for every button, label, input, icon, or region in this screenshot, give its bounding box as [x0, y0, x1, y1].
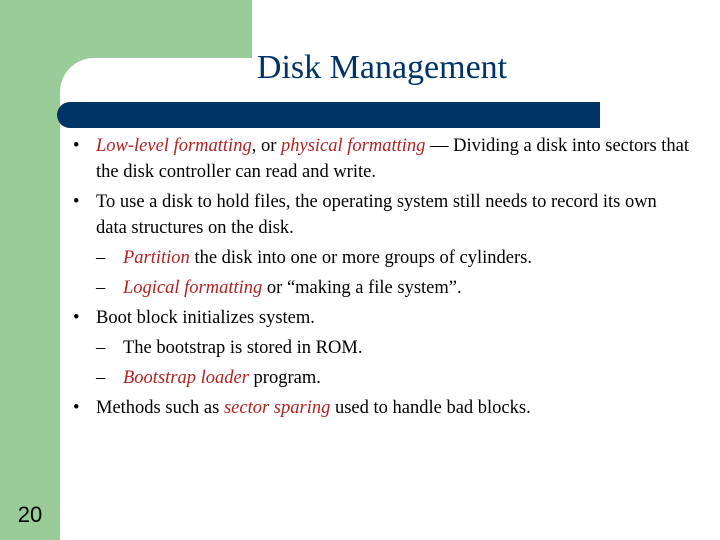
bullet-text: Boot block initializes system. — [96, 308, 315, 328]
sub-bullet-marker: – — [96, 338, 106, 358]
bullet-text: — Dividing a disk into sectors that the disk controller can read and write. — [96, 136, 690, 182]
term-logical-formatting: Logical formatting — [123, 278, 263, 298]
bullet-text: used to handle bad blocks. — [330, 398, 531, 418]
sub-bullet-text: the disk into one or more groups of cylinders. — [189, 248, 532, 268]
sub-bullet-bootstrap-loader — [70, 365, 690, 391]
sub-bullet-marker: – — [96, 368, 106, 388]
sub-bullet-marker: – — [96, 248, 106, 268]
page-number: 20 — [17, 502, 43, 527]
sub-bullet-bootstrap-rom — [70, 335, 690, 361]
sub-bullet-text: The bootstrap is stored in ROM. — [123, 338, 363, 358]
slide-content — [70, 133, 690, 425]
bullet-text: Methods such as — [96, 398, 224, 418]
sub-bullet-text: program. — [248, 368, 321, 388]
bullet-marker: • — [73, 398, 80, 418]
bullet-low-level-formatting — [70, 133, 690, 185]
sub-bullet-logical-formatting — [70, 275, 690, 301]
slide-title: Disk Management — [256, 49, 508, 86]
sub-bullet-marker: – — [96, 278, 106, 298]
bullet-data-structures — [70, 189, 690, 241]
bullet-marker: • — [73, 192, 80, 212]
term-low-level-formatting: Low-level formatting — [96, 136, 252, 156]
sub-bullet-text: or “making a file system”. — [262, 278, 462, 298]
left-green-bar — [0, 0, 60, 540]
bullet-boot-block — [70, 305, 690, 331]
term-physical-formatting: physical formatting — [281, 136, 426, 156]
term-sector-sparing: sector sparing — [223, 398, 331, 418]
term-bootstrap-loader: Bootstrap loader — [123, 368, 249, 388]
title-rule — [57, 102, 600, 128]
bullet-marker: • — [73, 308, 80, 328]
sub-bullet-partition — [70, 245, 690, 271]
term-partition: Partition — [123, 248, 190, 268]
bullet-text: To use a disk to hold files, the operating system still needs to record its own data structures on the disk. — [96, 192, 657, 238]
connector-text: , or — [251, 136, 281, 156]
bullet-marker: • — [73, 136, 80, 156]
bullet-sector-sparing — [70, 395, 690, 421]
